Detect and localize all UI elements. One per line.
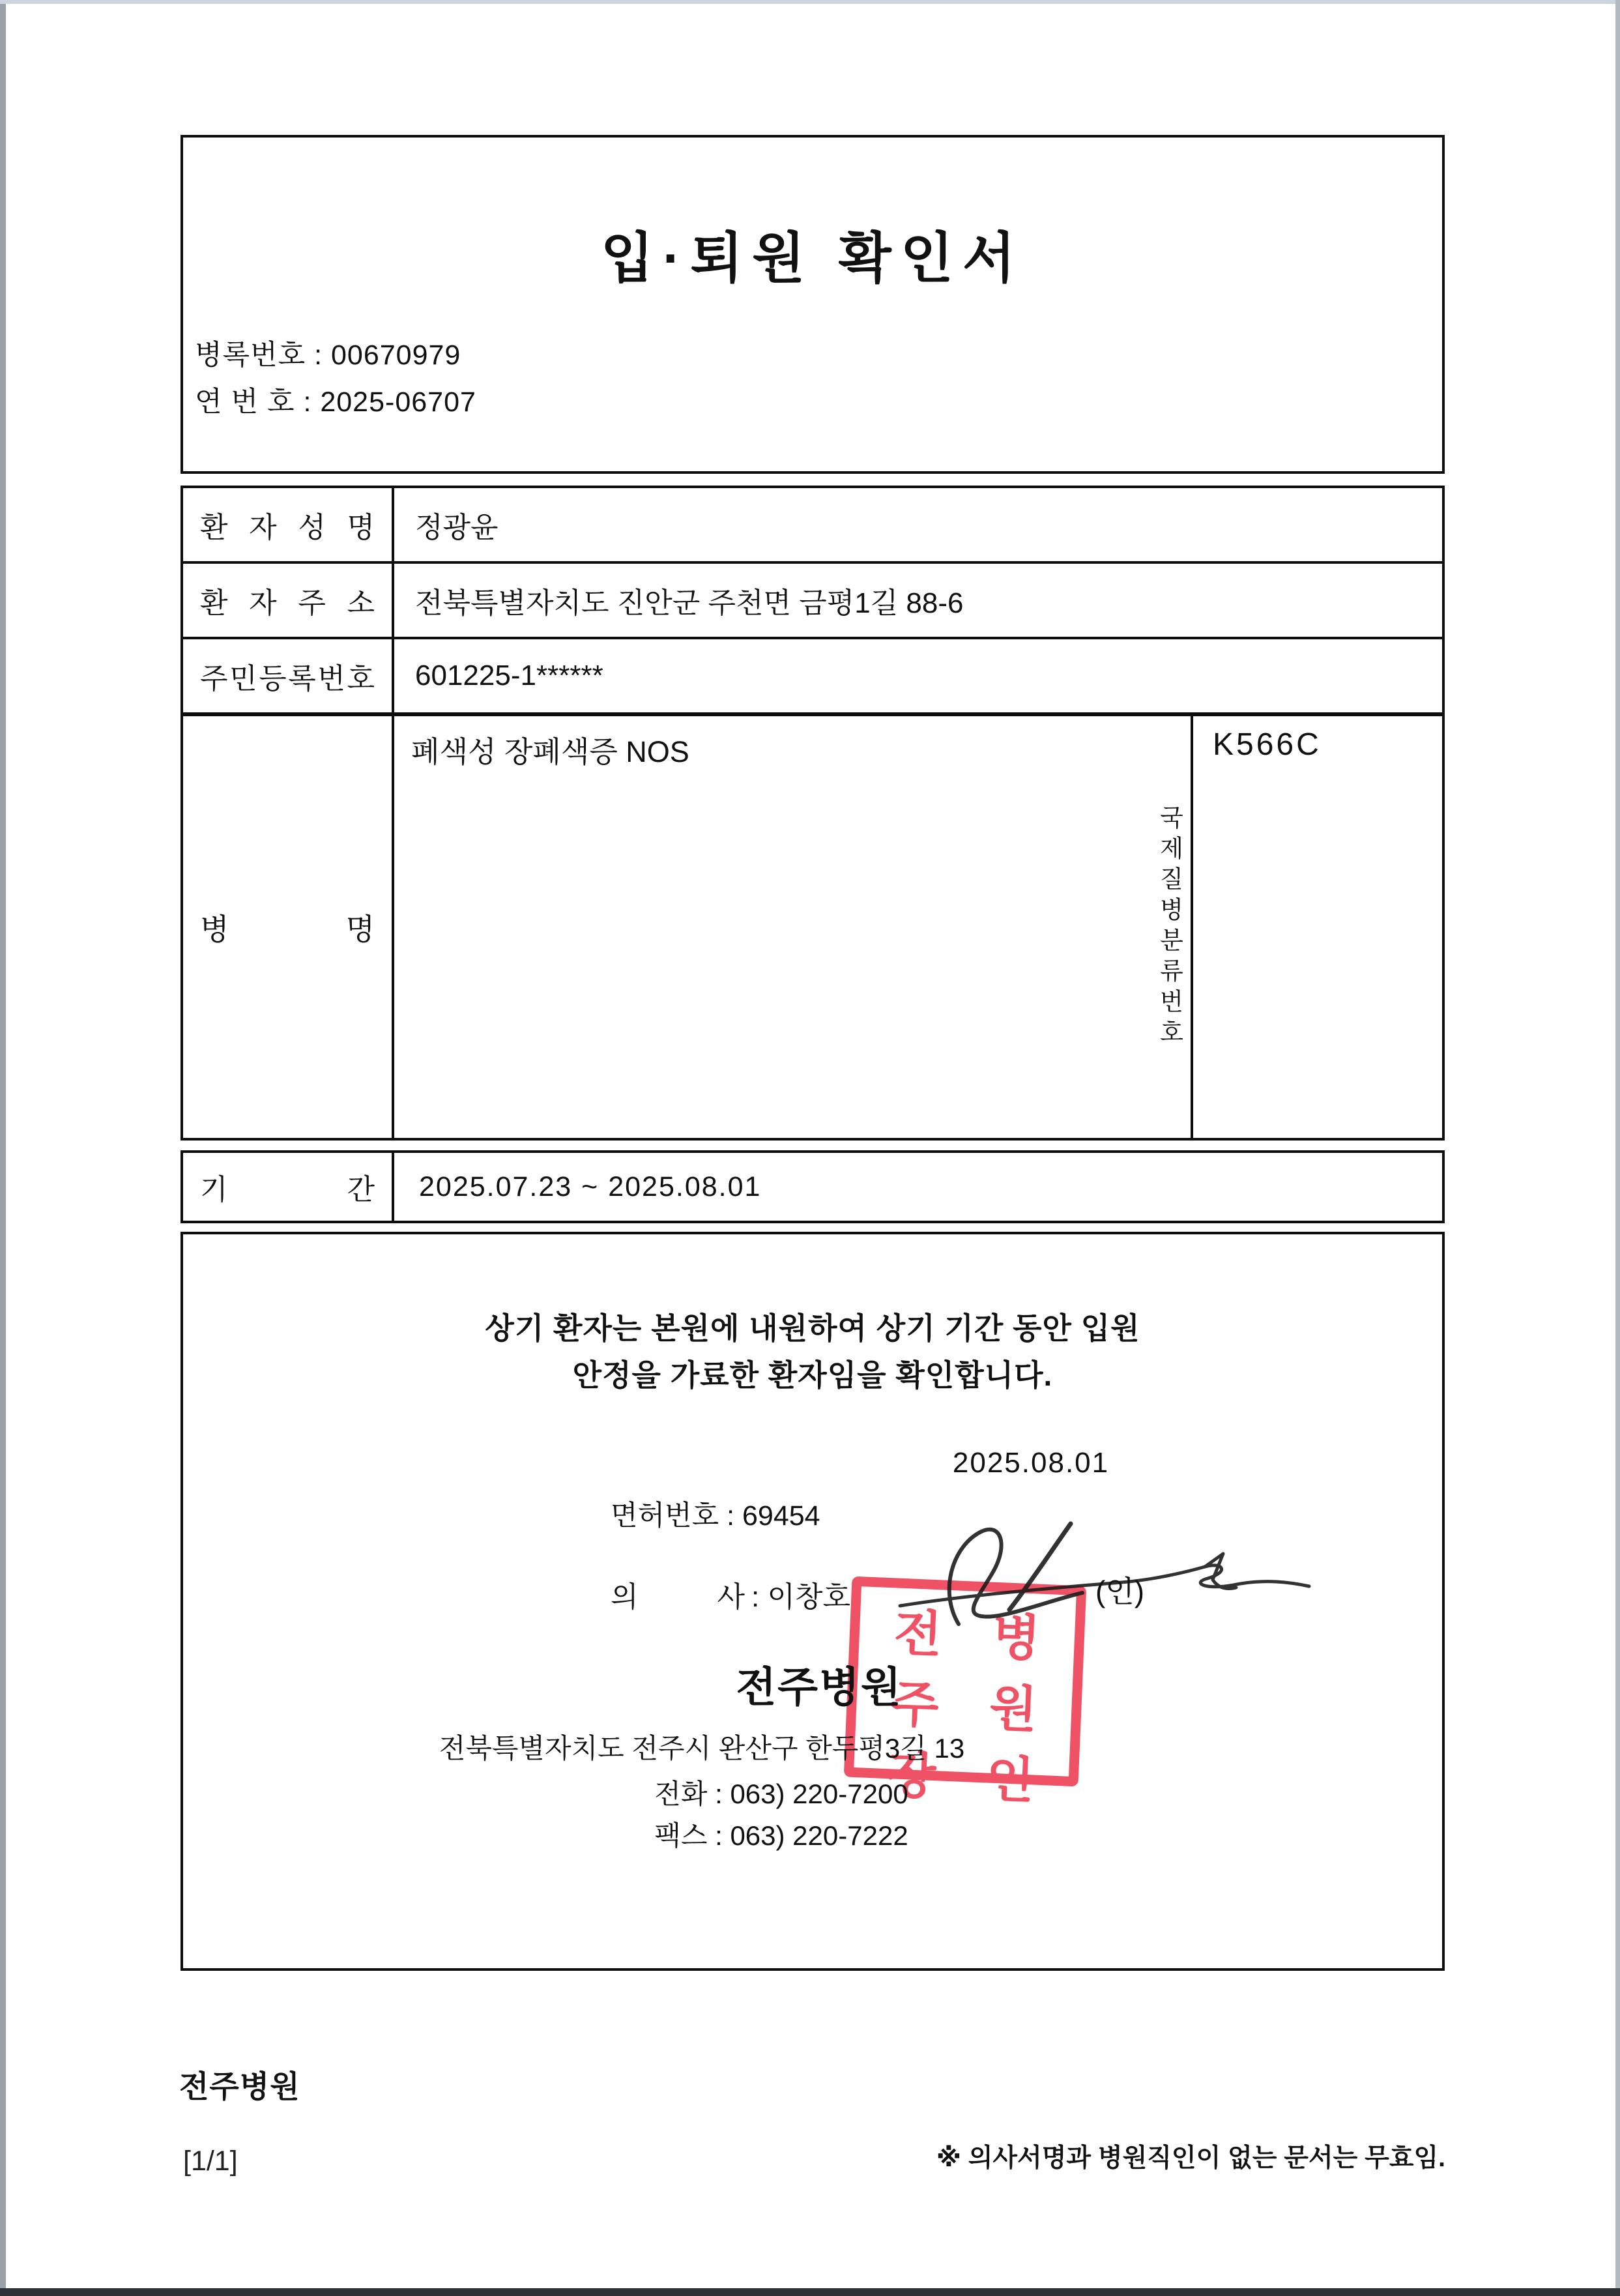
license-number-line: 면허번호 : 69454 xyxy=(611,1500,820,1532)
period-label: 기 간 xyxy=(183,1153,394,1221)
scan-edge-right xyxy=(1615,0,1620,2296)
confirmation-line-1: 상기 환자는 본원에 내원하여 상기 기간 동안 입원 xyxy=(485,1311,1140,1345)
diagnosis-label: 병 명 xyxy=(183,716,394,1138)
hospital-fax: 팩스 : 063) 220-7222 xyxy=(654,1820,908,1851)
patient-address-row xyxy=(183,564,1442,639)
header-box xyxy=(181,135,1445,474)
doctor-line xyxy=(611,1573,850,1615)
document-title: 입·퇴원 확인서 xyxy=(600,227,1025,289)
page-indicator: [1/1] xyxy=(183,2145,238,2177)
patient-rrn-value: 601225-1****** xyxy=(415,660,603,691)
seal-character: 전 xyxy=(893,1605,943,1663)
doctor-label: 의 사 xyxy=(611,1581,745,1613)
disease-name: 폐색성 장폐색증 NOS xyxy=(411,735,689,768)
scan-edge-left xyxy=(0,0,6,2296)
patient-rrn-label: 주 민 등 록 번 호 xyxy=(183,639,394,712)
footer-hospital-name: 전주병원 xyxy=(179,2069,300,2104)
doctor-seal-mark: (인) xyxy=(1095,1575,1145,1608)
patient-name-value: 정광윤 xyxy=(415,512,499,544)
icd-column-label: 국제질병분류번호 xyxy=(1156,804,1183,1050)
record-number-line: 병록번호 : 00670979 xyxy=(195,340,461,371)
period-row xyxy=(181,1150,1445,1223)
icd-column xyxy=(1148,716,1193,1138)
hospital-phone: 전화 : 063) 220-7200 xyxy=(654,1779,908,1809)
seal-character: 인 xyxy=(985,1751,1035,1809)
patient-rrn-row xyxy=(183,639,1442,712)
icd-code: K566C xyxy=(1213,727,1322,762)
patient-address-value: 전북특별자치도 진안군 주천면 금평1길 88-6 xyxy=(415,587,964,619)
seal-character: 장 xyxy=(886,1747,937,1805)
footer-notice: ※ 의사서명과 병원직인이 없는 문서는 무효임. xyxy=(936,2144,1445,2172)
doctor-signature-icon xyxy=(861,1520,1317,1631)
hospital-name: 전주병원 xyxy=(736,1664,903,1711)
doctor-name: : 이창호 xyxy=(751,1581,850,1613)
patient-name-label: 환 자 성 명 xyxy=(183,488,394,561)
seal-character: 병 xyxy=(991,1609,1041,1667)
confirmation-box xyxy=(181,1232,1445,1971)
serial-number-line: 연 번 호 : 2025-06707 xyxy=(195,386,476,418)
issue-date: 2025.08.01 xyxy=(952,1447,1110,1479)
patient-name-row xyxy=(183,488,1442,564)
patient-table xyxy=(181,486,1445,715)
scan-edge-bottom xyxy=(0,2288,1620,2296)
patient-address-label: 환 자 주 소 xyxy=(183,564,394,637)
confirmation-line-2: 안정을 가료한 환자임을 확인합니다. xyxy=(572,1358,1053,1392)
seal-character: 원 xyxy=(988,1680,1039,1738)
diagnosis-box xyxy=(181,714,1445,1141)
seal-character: 주 xyxy=(890,1676,940,1734)
scan-edge-top xyxy=(0,0,1620,4)
hospital-address: 전북특별자치도 전주시 완산구 한두평3길 13 xyxy=(439,1733,965,1764)
period-value: 2025.07.23 ~ 2025.08.01 xyxy=(419,1170,762,1202)
